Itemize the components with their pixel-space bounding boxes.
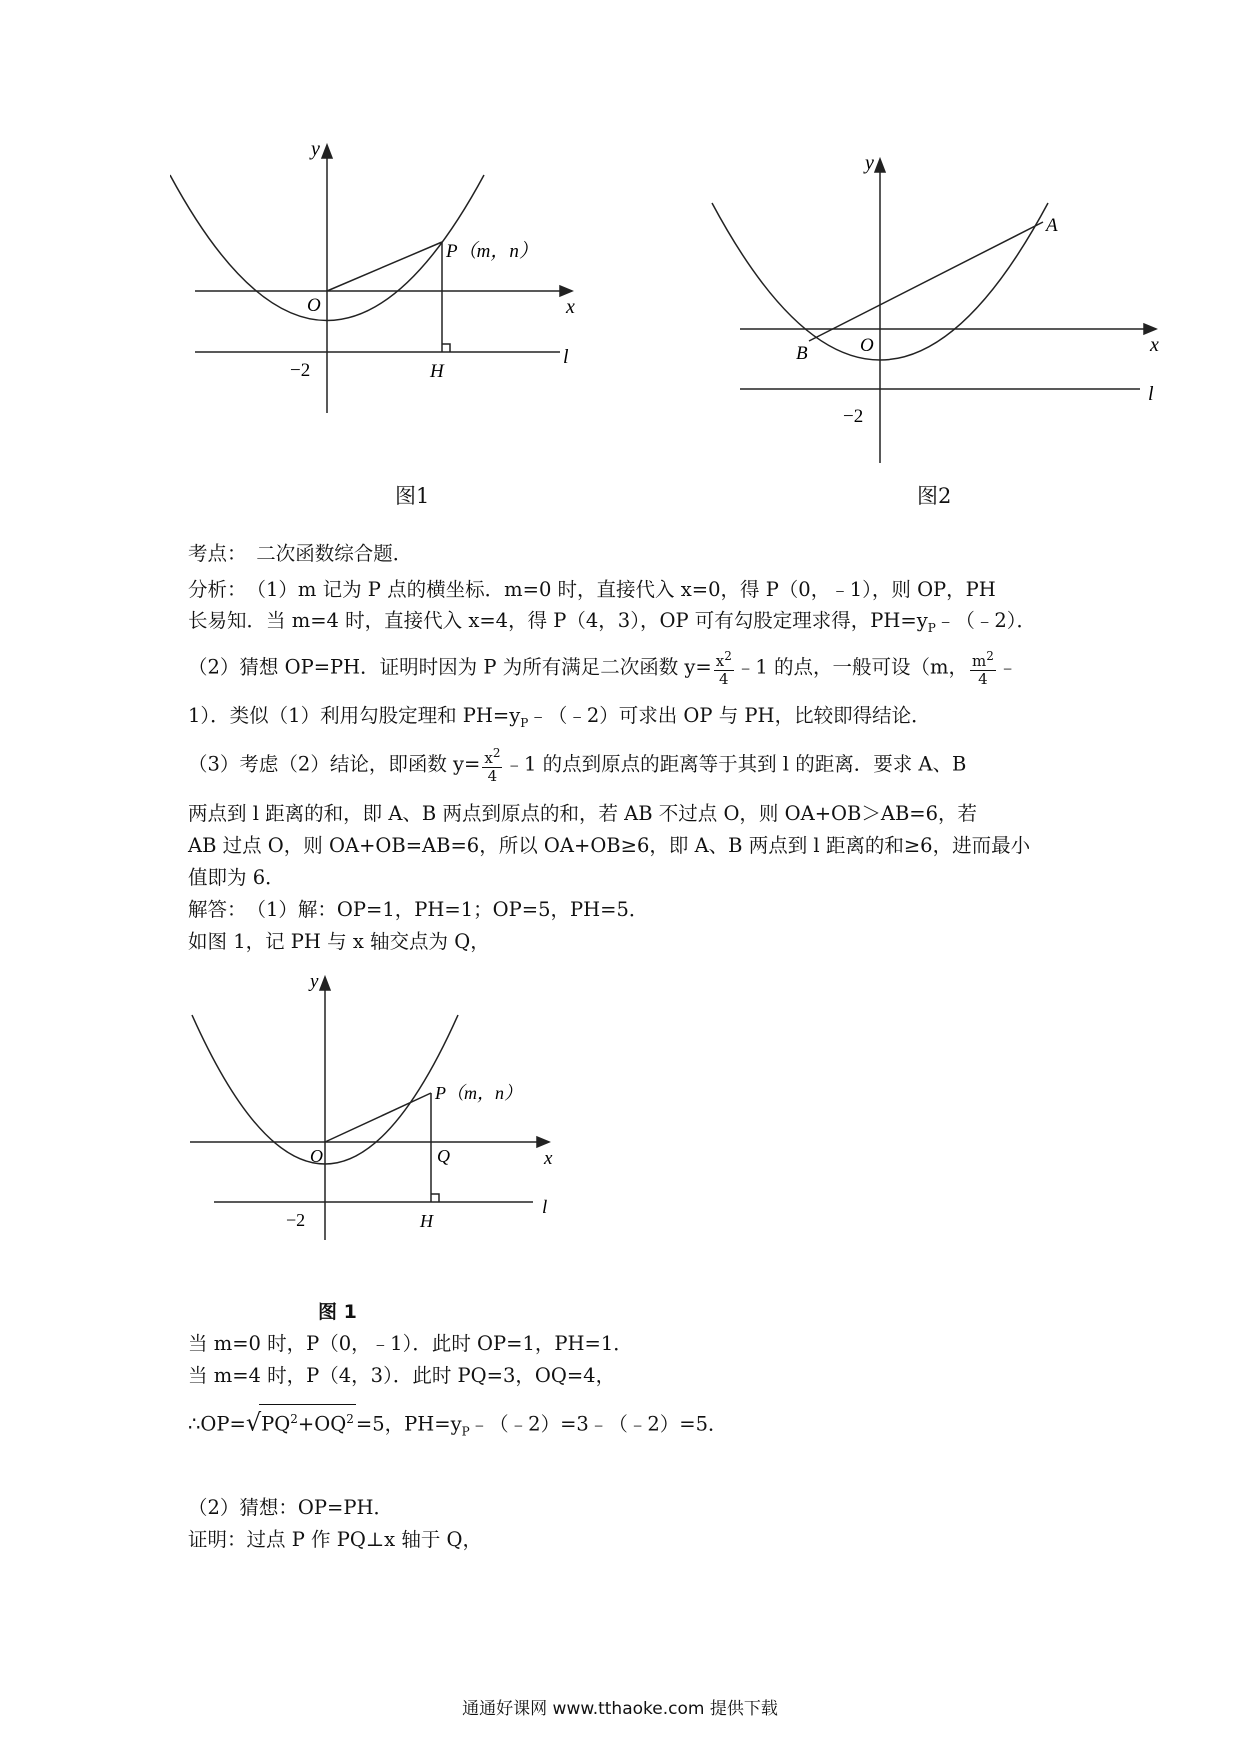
y-axis-arrow bbox=[322, 145, 332, 158]
figure-1-caption: 图1 bbox=[395, 484, 430, 508]
minus-two-label: −2 bbox=[290, 360, 311, 381]
text-analysis-6: 两点到 l 距离的和，即 A、B 两点到原点的和，若 AB 不过点 O，则 OA+OB＞AB=6，若 bbox=[188, 802, 978, 825]
right-angle-mark bbox=[431, 1194, 439, 1202]
l-label: l bbox=[1148, 383, 1154, 405]
l-label: l bbox=[563, 346, 569, 368]
page-footer: 通通好课网 www.tthaoke.com 提供下载 bbox=[462, 1699, 778, 1719]
fraction-x2-over-4-b: $\frac{x^2}{4}$ bbox=[484, 746, 501, 785]
B-label: B bbox=[796, 343, 808, 364]
origin-label: O bbox=[307, 295, 321, 316]
figure-3 bbox=[170, 965, 570, 1245]
x-label: x bbox=[566, 296, 575, 318]
text-answer-1: 解答： （1）解：OP=1，PH=1；OP=5，PH=5． bbox=[188, 898, 649, 921]
x-label: x bbox=[544, 1148, 553, 1169]
segment-AB bbox=[809, 222, 1043, 341]
P-label: P（m，n） bbox=[446, 241, 538, 262]
A-label: A bbox=[1046, 215, 1058, 236]
text-analysis-5: （3）考虑（2）结论，即函数 y= $\frac{x^2}{4}$ ﹣1 的点到原点的距离等于其到 l 的距离．要求 A、B bbox=[188, 746, 967, 785]
y-axis-arrow bbox=[320, 977, 330, 990]
origin-label: O bbox=[860, 335, 874, 356]
figure-1 bbox=[170, 135, 590, 420]
segment-OP bbox=[325, 1093, 431, 1142]
y-label: y bbox=[311, 138, 320, 160]
y-label: y bbox=[865, 152, 874, 174]
H-label: H bbox=[430, 361, 444, 382]
origin-label: O bbox=[310, 1146, 323, 1166]
H-label: H bbox=[420, 1211, 433, 1231]
text-answer-2: 如图 1，记 PH 与 x 轴交点为 Q， bbox=[188, 930, 490, 953]
text-solution-5: 证明：过点 P 作 PQ⊥x 轴于 Q， bbox=[188, 1528, 483, 1551]
x-label: x bbox=[1150, 334, 1159, 356]
right-angle-mark bbox=[442, 344, 450, 352]
figure-3-caption: 图 1 bbox=[318, 1301, 357, 1323]
figure-2 bbox=[700, 145, 1180, 475]
text-analysis-3: （2）猜想 OP=PH．证明时因为 P 为所有满足二次函数 y= $\frac{x^2}{4}$ ﹣1 的点，一般可设（m， $\frac{m^2}{4}$ ﹣ bbox=[188, 649, 1018, 688]
figure-3-svg bbox=[170, 965, 570, 1245]
text-solution-4: （2）猜想：OP=PH． bbox=[188, 1496, 393, 1519]
y-label: y bbox=[310, 971, 319, 992]
figure-2-caption: 图2 bbox=[917, 484, 952, 508]
l-label: l bbox=[542, 1197, 548, 1218]
text-analysis-7: AB 过点 O，则 OA+OB=AB=6，所以 OA+OB≥6，即 A、B 两点到 l 距离的和≥6，进而最小 bbox=[188, 834, 1031, 857]
minus-two-label: −2 bbox=[843, 406, 864, 427]
text-analysis-1: 分析： （1）m 记为 P 点的横坐标．m=0 时，直接代入 x=0，得 P（0，﹣1），则 OP，PH bbox=[188, 578, 996, 601]
sqrt-radicand: $PQ^2+OQ^2$ bbox=[259, 1404, 356, 1439]
minus-two-label: −2 bbox=[286, 1210, 306, 1230]
fraction-m2-over-4: $\frac{m^2}{4}$ bbox=[971, 649, 994, 688]
text-solution-1: 当 m=0 时，P（0，﹣1）．此时 OP=1，PH=1． bbox=[188, 1332, 633, 1355]
figure-1-svg bbox=[170, 135, 590, 420]
Q-label: Q bbox=[437, 1146, 450, 1166]
y-axis-arrow bbox=[875, 159, 885, 172]
text-solution-3: $\therefore OP=√PQ^2+OQ^2 =5$，$PH=y_P﹣(﹣2)=3﹣(﹣2)=5$． bbox=[188, 1404, 727, 1445]
text-analysis-8: 值即为 6． bbox=[188, 866, 285, 889]
x-axis-arrow bbox=[537, 1137, 549, 1147]
x-axis-arrow bbox=[560, 286, 572, 296]
text-analysis-4: 1）．类似（1）利用勾股定理和 $PH=y_P﹣(﹣2)$可求出 OP 与 PH，比较即得结论． bbox=[188, 704, 931, 730]
x-axis-arrow bbox=[1144, 324, 1156, 334]
text-analysis-2: 长易知．当 m=4 时，直接代入 x=4，得 P（4，3），OP 可有勾股定理求得，$PH=y_P﹣(﹣2)$． bbox=[188, 609, 1036, 635]
text-solution-2: 当 m=4 时，P（4，3）．此时 PQ=3，OQ=4， bbox=[188, 1364, 616, 1387]
fraction-x2-over-4: $\frac{x^2}{4}$ bbox=[715, 649, 732, 688]
sqrt-sign: √ bbox=[245, 1408, 262, 1437]
text-kaodian: 考点： 二次函数综合题． bbox=[188, 542, 413, 565]
P-label: P（m，n） bbox=[435, 1083, 522, 1103]
figure-2-svg bbox=[700, 145, 1180, 475]
segment-OP bbox=[327, 242, 442, 291]
